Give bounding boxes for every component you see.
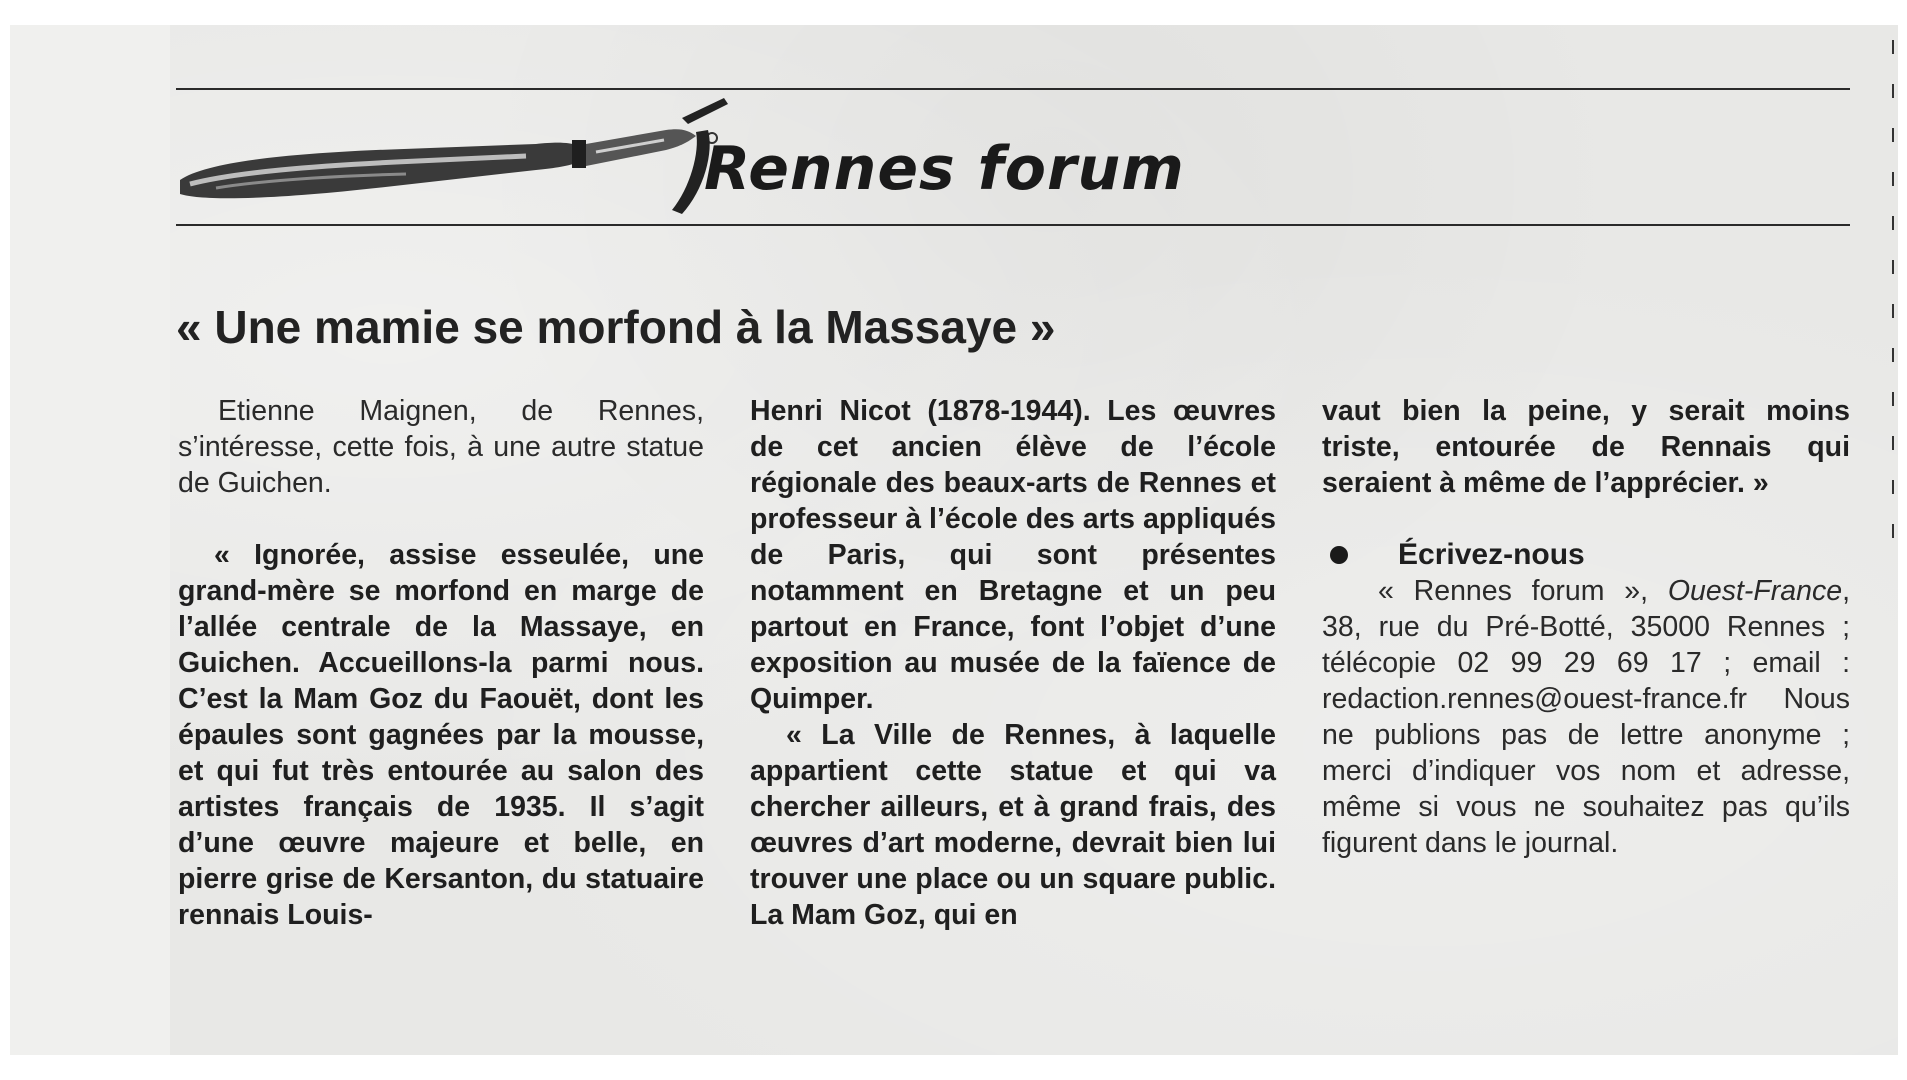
letter-paragraph-2: Henri Nicot (1878-1944). Les œuvres de cet ancien élève de l’école régionale des beaux-arts de Rennes et professeur à l’école des arts appliqués de Paris, qui sont présentes notamment en Bretagne et un peu partout en France, font l’objet d’une exposition au musée de la faïence de Quimper. <box>750 395 1276 715</box>
write-us-heading-label: Écrivez-nous <box>1398 538 1585 571</box>
masthead <box>176 92 1185 220</box>
fountain-pen-icon <box>176 92 736 220</box>
write-us-contact <box>1322 573 1850 861</box>
letter-paragraph-3: « La Ville de Rennes, à laquelle appartient cette statue et qui va chercher ailleurs, et à grand frais, des œuvres d’art moderne, devrait bien lui trouver une place ou un square public. La Mam Goz, qui en <box>750 719 1276 931</box>
bottom-rule <box>176 224 1850 226</box>
letter-paragraph-4: vaut bien la peine, y serait moins triste, entourée de Rennais qui seraient à même de l’apprécier. » <box>1322 395 1850 499</box>
adjacent-column-edge <box>1890 40 1898 600</box>
column-3 <box>1322 393 1850 861</box>
contact-prefix: « Rennes forum », <box>1378 575 1668 607</box>
letter-paragraph-1: « Ignorée, assise esseulée, une grand-mère se morfond en marge de l’allée centrale de la Massaye, en Guichen. Accueillons-la parmi nous. C’est la Mam Goz du Faouët, dont les épaules sont gagnées par la mousse, et qui fut très entourée au salon des artistes français de 1935. Il s’agit d’une œuvre majeure et belle, en pierre grise de Kersanton, du statuaire rennais Louis- <box>178 539 704 931</box>
contact-details: , 38, rue du Pré-Botté, 35000 Rennes ; télécopie 02 99 29 69 17 ; email : redaction.rennes@ouest-france.fr Nous ne publions pas de lettre anonyme ; merci d’indiquer vos nom et adresse, même si vous ne souhaitez pas qu’ils figurent dans le journal. <box>1322 575 1850 859</box>
column-1 <box>178 393 704 933</box>
bullet-icon <box>1330 546 1348 564</box>
publication-name: Ouest-France <box>1667 575 1843 607</box>
clipping-left-margin <box>10 25 170 1055</box>
write-us-heading <box>1322 537 1850 573</box>
article-intro: Etienne Maignen, de Rennes, s’intéresse, cette fois, à une autre statue de Guichen. <box>178 395 704 499</box>
top-rule <box>176 88 1850 90</box>
column-2 <box>750 393 1276 933</box>
masthead-title: Rennes forum <box>704 134 1185 204</box>
article-headline: « Une mamie se morfond à la Massaye » <box>176 301 1056 353</box>
